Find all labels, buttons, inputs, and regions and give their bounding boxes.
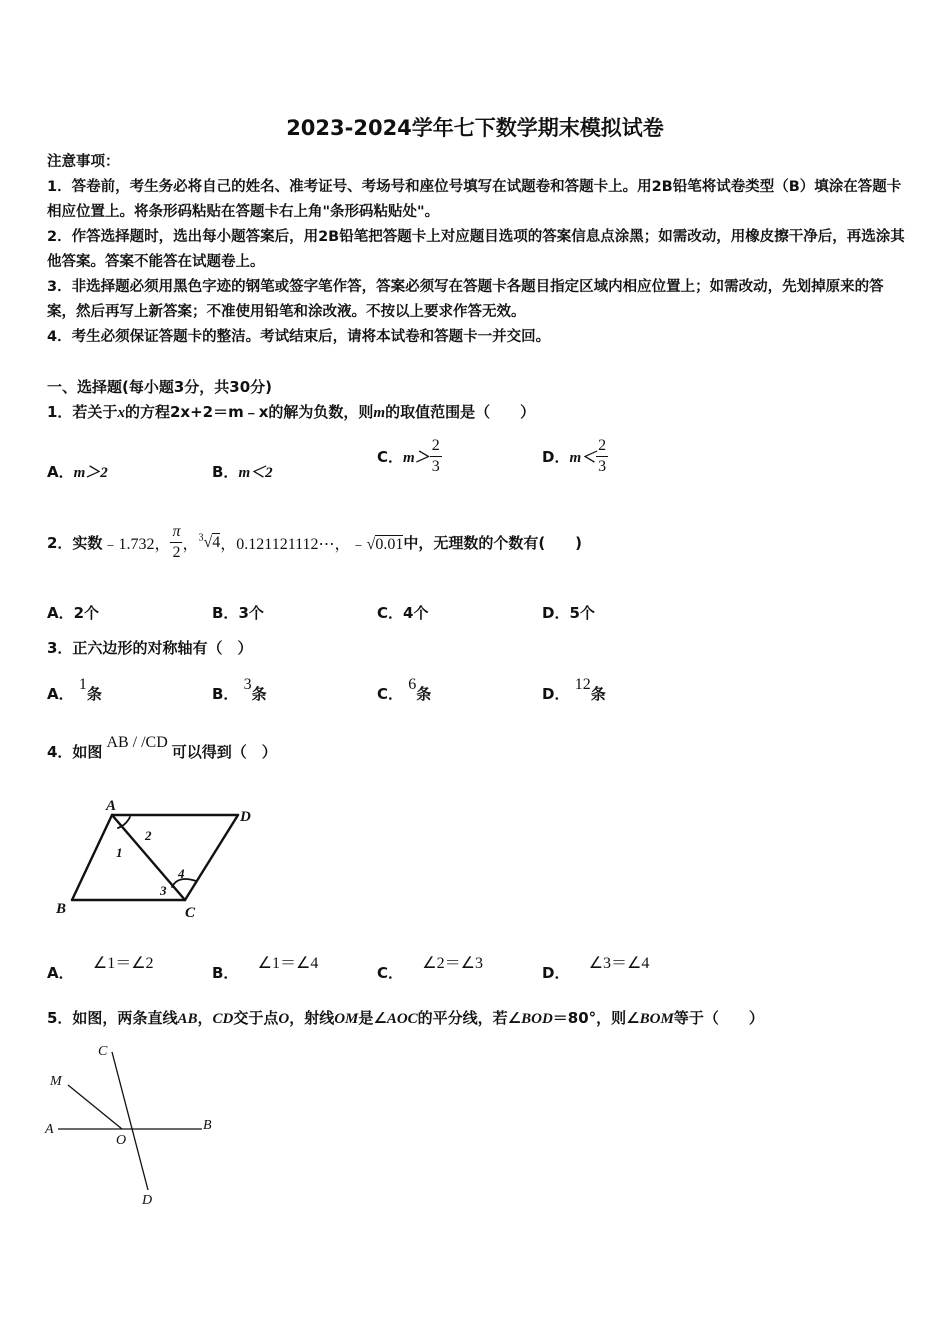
- question-4-stem: 4．如图AB / /CD可以得到（ ）: [47, 734, 277, 761]
- q3-option-b[interactable]: B． 3条: [212, 676, 267, 703]
- label-angle-4: 4: [178, 866, 185, 881]
- section-heading: 一、选择题(每小题3分，共30分): [47, 378, 273, 396]
- label-D: D: [142, 1193, 153, 1208]
- ray-om: [68, 1085, 122, 1129]
- label-angle-2: 2: [145, 828, 152, 843]
- notice-block: [47, 150, 907, 350]
- q4-option-c[interactable]: C． ∠2＝∠3: [377, 955, 483, 982]
- q2-option-a[interactable]: A．2个: [47, 604, 100, 622]
- q4-option-d[interactable]: D． ∠3＝∠4: [542, 955, 650, 982]
- question-3-stem: 3．正六边形的对称轴有（ ）: [47, 639, 253, 657]
- label-M: M: [50, 1074, 62, 1089]
- label-B: B: [56, 901, 67, 917]
- label-B: B: [203, 1118, 212, 1133]
- q4-option-b[interactable]: B． ∠1＝∠4: [212, 955, 319, 982]
- line-dc: [185, 815, 238, 900]
- q1-option-d[interactable]: D．m＜ $\frac{2}{3}$: [542, 437, 607, 475]
- parallelogram-figure: [50, 795, 265, 920]
- page-title: 2023-2024学年七下数学期末模拟试卷: [286, 116, 664, 140]
- notice-item-4: 4．考生必须保证答题卡的整洁。考试结束后，请将本试卷和答题卡一并交回。: [47, 329, 551, 345]
- q1-option-a[interactable]: A．m＞2: [47, 463, 108, 481]
- q1-option-b[interactable]: B．m＜2: [212, 463, 273, 481]
- label-angle-1: 1: [116, 845, 123, 860]
- intersecting-lines-figure: [40, 1040, 225, 1210]
- q2-option-b[interactable]: B．3个: [212, 604, 264, 622]
- question-5-stem: 5．如图，两条直线AB，CD交于点O，射线OM是∠AOC的平分线，若∠BOD＝80°，则∠BOM等于（ ）: [47, 1009, 764, 1027]
- neg-sqrt: ﹣√0.01: [350, 536, 404, 553]
- q3-option-d[interactable]: D． 12条: [542, 676, 606, 703]
- label-C: C: [98, 1044, 108, 1059]
- label-D: D: [240, 809, 251, 825]
- q3-option-c[interactable]: C． 6条: [377, 676, 432, 703]
- question-1-stem: 1．若关于x的方程2x+2＝m﹣x的解为负数，则m的取值范围是（ ）: [47, 403, 536, 421]
- q1-option-c[interactable]: C．m＞ $\frac{2}{3}$: [377, 437, 440, 475]
- q1c-fraction: $\frac{2}{3}$: [431, 437, 440, 475]
- cube-root: $^3$√4: [198, 532, 221, 552]
- label-A: A: [45, 1122, 54, 1137]
- q1d-fraction: $\frac{2}{3}$: [598, 437, 607, 475]
- pi-over-2-fraction: $\frac{\pi}{2}$: [172, 523, 181, 561]
- question-2-stem: 2．实数﹣1.732， $\frac{\pi}{2}$ ，$^3$√4，0.121121112⋯，﹣√0.01中，无理数的个数有( ): [47, 523, 583, 561]
- q4-option-a[interactable]: A． ∠1＝∠2: [47, 955, 154, 982]
- label-angle-3: 3: [160, 883, 167, 898]
- notice-heading: 注意事项：: [47, 154, 120, 170]
- notice-item-1: 1．答卷前，考生务必将自己的姓名、准考证号、考场号和座位号填写在试题卷和答题卡上。用2B铅笔将试卷类型（B）填涂在答题卡相应位置上。将条形码粘贴在答题卡右上角"条形码粘贴处"。: [47, 179, 902, 220]
- label-C: C: [185, 905, 196, 920]
- notice-item-2: 2．作答选择题时，选出每小题答案后，用2B铅笔把答题卡上对应题目选项的答案信息点涂黑；如需改动，用橡皮擦干净后，再选涂其他答案。答案不能答在试题卷上。: [47, 229, 905, 270]
- notice-item-3: 3．非选择题必须用黑色字迹的钢笔或签字笔作答，答案必须写在答题卡各题目指定区域内相应位置上；如需改动，先划掉原来的答案，然后再写上新答案；不准使用铅笔和涂改液。不按以上要求作答无效。: [47, 279, 884, 320]
- q2-option-d[interactable]: D．5个: [542, 604, 595, 622]
- label-O: O: [116, 1133, 127, 1148]
- q2-option-c[interactable]: C．4个: [377, 604, 429, 622]
- q3-option-a[interactable]: A． 1条: [47, 676, 102, 703]
- line-cd: [112, 1052, 148, 1190]
- line-ab: [72, 815, 112, 900]
- label-A: A: [106, 798, 117, 814]
